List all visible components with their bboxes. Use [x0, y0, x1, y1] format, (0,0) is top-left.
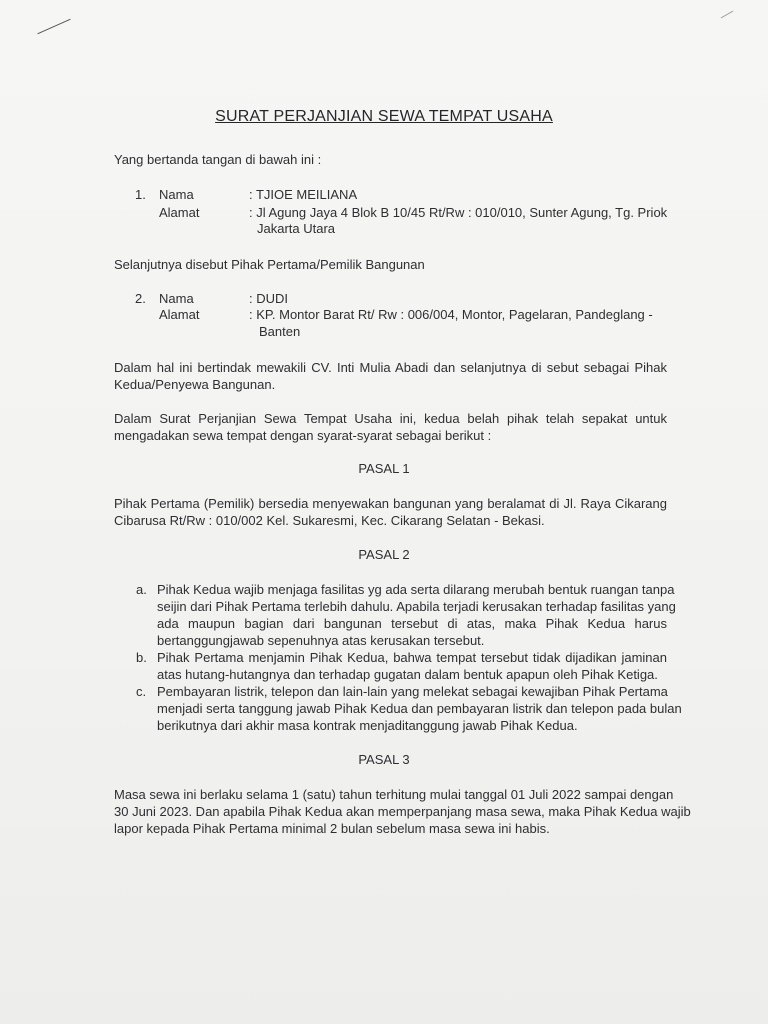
document-title: SURAT PERJANJIAN SEWA TEMPAT USAHA [215, 108, 553, 125]
pasal2-item-c-line: berikutnya dari akhir masa kontrak menjaditanggung jawab Pihak Kedua. [157, 718, 578, 733]
pasal3-heading: PASAL 3 [358, 752, 410, 767]
party2-role-line1: Dalam hal ini bertindak mewakili CV. Inti Mulia Abadi dan selanjutnya di sebut sebagai Pihak [114, 360, 667, 375]
party2-role-line2: Kedua/Penyewa Bangunan. [114, 377, 276, 392]
party2-address-line2: Banten [259, 324, 301, 339]
pen-mark [721, 11, 734, 19]
party2-name-value: : DUDI [249, 291, 288, 306]
pasal2-item-b-marker: b. [136, 650, 147, 665]
pasal2-item-c-line: menjadi serta tanggung jawab Pihak Kedua dan pembayaran listrik dan telepon pada bulan [157, 701, 682, 716]
pasal1-heading: PASAL 1 [358, 461, 410, 476]
agreement-line2: mengadakan sewa tempat dengan syarat-syarat sebagai berikut : [114, 428, 492, 443]
pasal2-item-a-marker: a. [136, 582, 147, 597]
party1-name-value: : TJIOE MEILIANA [249, 187, 358, 202]
party1-address-line1: : Jl Agung Jaya 4 Blok B 10/45 Rt/Rw : 010/010, Sunter Agung, Tg. Priok [249, 205, 668, 220]
party1-address-line2: Jakarta Utara [257, 221, 336, 236]
pasal2-item-b-line: atas hutang-hutangnya dan terhadap gugatan dalam bentuk apapun oleh Pihak Ketiga. [157, 667, 658, 682]
pasal2-item-a-line: seijin dari Pihak Pertama terlebih dahulu. Apabila terjadi kerusakan terhadap fasilitas yang [157, 599, 676, 614]
pasal3-line1: Masa sewa ini berlaku selama 1 (satu) tahun terhitung mulai tanggal 01 Juli 2022 sampai dengan [114, 787, 674, 802]
party1-name-label: Nama [159, 187, 194, 202]
pasal3-line2: 30 Juni 2023. Dan apabila Pihak Kedua akan memperpanjang masa sewa, maka Pihak Kedua wajib [114, 804, 691, 819]
party2-address-label: Alamat [159, 307, 200, 322]
party2-address-line1: : KP. Montor Barat Rt/ Rw : 006/004, Montor, Pagelaran, Pandeglang - [249, 307, 653, 322]
pasal1-line1: Pihak Pertama (Pemilik) bersedia menyewakan bangunan yang beralamat di Jl. Raya Cikarang [114, 496, 667, 511]
party1-number: 1. [135, 187, 146, 202]
party1-role: Selanjutnya disebut Pihak Pertama/Pemilik Bangunan [114, 257, 425, 272]
intro-text: Yang bertanda tangan di bawah ini : [114, 152, 322, 167]
party2-name-label: Nama [159, 291, 194, 306]
pasal2-item-a-line: ada maupun bagian dari bangunan tersebut di atas, maka Pihak Kedua harus [157, 616, 667, 631]
pasal2-item-a-line: bertanggungjawab sepenuhnya atas kerusakan tersebut. [157, 633, 485, 648]
pasal2-item-c-marker: c. [136, 684, 147, 699]
pasal2-item-c-line: Pembayaran listrik, telepon dan lain-lain yang melekat sebagai kewajiban Pihak Pertama [157, 684, 668, 699]
agreement-line1: Dalam Surat Perjanjian Sewa Tempat Usaha ini, kedua belah pihak telah sepakat untuk [114, 411, 667, 426]
pasal2-heading: PASAL 2 [358, 547, 410, 562]
party2-number: 2. [135, 291, 146, 306]
pen-mark [37, 19, 70, 35]
pasal2-item-b-line: Pihak Pertama menjamin Pihak Kedua, bahwa tempat tersebut tidak dijadikan jaminan [157, 650, 667, 665]
pasal2-item-a-line: Pihak Kedua wajib menjaga fasilitas yg ada serta dilarang merubah bentuk ruangan tanpa [157, 582, 675, 597]
pasal1-line2: Cibarusa Rt/Rw : 010/002 Kel. Sukaresmi, Kec. Cikarang Selatan - Bekasi. [114, 513, 545, 528]
party1-address-label: Alamat [159, 205, 200, 220]
pasal3-line3: lapor kepada Pihak Pertama minimal 2 bulan sebelum masa sewa ini habis. [114, 821, 550, 836]
